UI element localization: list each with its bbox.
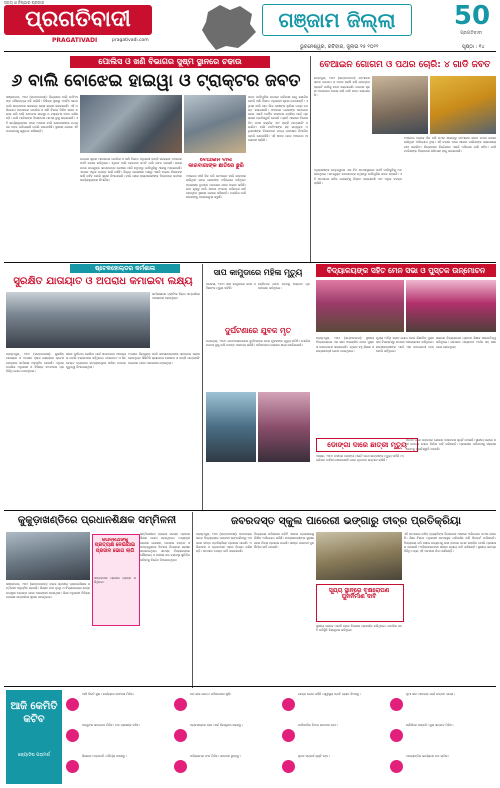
h-divider-2: [4, 510, 496, 511]
col-divider-top: [310, 56, 311, 262]
boat-headline: ଡୋଙ୍ଗା ଦାରେ ଛାତ୍ରୀ ମୃତ୍ୟୁ: [316, 438, 418, 452]
horo-cell: ପରିଶ୍ରମର ଫଳ ମିଳିବ। ସାବଧାନ ରୁହନ୍ତୁ।: [172, 752, 280, 783]
school-closure-col2: ବିଦ୍ୟାଳୟ ପରିଚାଳନା କମିଟି ଏନେଇ ପ୍ରଶାସନକୁ ଲିଖିତ ଅଭିଯୋଗ କରିଛି। ଛାତ୍ରଛାତ୍ରୀଙ୍କ ସୁରକ୍ଷା ନେଇ ଚିନ୍ତା ପ୍ରକାଶ ପାଇଛି। ଶୀଘ୍ର ପାଚେରୀ ପୁନର୍ନିର୍ମାଣ ଦାବି ହୋଇଛି।: [254, 532, 314, 549]
top-story-col4: ଜବତ ଗାଡିଗୁଡିକ ଉପରେ ଜରିମାନା ଲାଗୁ କରାଯିବ ବୋଲି ଖଣି ବିଭାଗ ଅଧିକାରୀ ସୂଚନା ଦେଇଛନ୍ତି। ଏଥିସହ ବାଲି ଘାଟ ଲିଜ ଧାରୀଙ୍କ ଭୂମିକା ମଧ୍ୟ ତଦନ୍ତ କରାଯାଉଛି। ଅଞ୍ଚଳରେ ଲୋକଙ୍କ ସହଯୋଗ ନେଇ ଏଭଳି ଅବୈଧ କାରବାର ରୋକିବା ପାଇଁ ପ୍ରଶାସନ ପ୍ରତିଶ୍ରୁତି ଦେଇଛି। ପ୍ରତି ଥାନାରେ ବିଶେଷ ଟିମ ଗଠନ କରାଯିବ ଏବଂ ରାତ୍ରି ପାଟ୍ରୋଲିଂ ବଢାଯିବ। ବାଲି ମାଫିଆଙ୍କ ସହ ସମ୍ପୃକ୍ତ ଅଧିକାରୀଙ୍କ ବିରୋଧରେ ମଧ୍ୟ ପଦକ୍ଷେପ ନିଆଯିବ ବୋଲି ଜଣାପଡିଛି। ଏହି ଖବର ପରେ ଅଞ୍ଚଳରେ ଆଲୋଚନା ଚାଲିଛି।: [248, 95, 308, 142]
workshop-side: କର୍ମଶାଳାରେ ଟ୍ରାଫିକ ନିୟମ ସମ୍ପର୍କରେ ଆଲୋଚନା ହୋଇଥିଲା।: [152, 292, 200, 301]
gemini-icon: [282, 698, 295, 711]
school-story-photo-1: [316, 280, 404, 332]
conference-col2: ସମ୍ମିଳନୀରେ ବ୍ଲକର ସମସ୍ତ ପ୍ରଧାନଶିକ୍ଷକ ଯୋଗ ଦେଇଥିଲେ। ମଧ୍ୟାହ୍ନ ଭୋଜନ ଯୋଜନା, ପୋଷାକ ବଣ୍ଟନ ଓ ପାଠ୍ୟପୁସ୍ତକ ବିତରଣ ବିଷୟରେ ସମୀକ୍ଷା କରାଯାଇଥିଲା। ସମସ୍ତ ବିଦ୍ୟାଳୟରେ ଶୌଚାଳୟ ଓ ପାନୀୟ ଜଳ ବ୍ୟବସ୍ଥା ସୁନିଶ୍ଚିତ କରିବାକୁ ନିର୍ଦ୍ଦେଶ ଦିଆଯାଇଥିଲା।: [140, 532, 190, 562]
horo-cell: ଆଜି ଦିନଟି ଶୁଭ। କାର୍ଯ୍ୟରେ ସଫଳତା ମିଳିବ।: [64, 690, 172, 721]
right-top-headline: ବେଆଇନ ଗୋଗମ ଓ ପଥର ଚୋରି: ୪ ଗାଡି ଜବତ: [319, 60, 491, 70]
scorpio-icon: [390, 729, 403, 742]
school-closure-photo: [316, 532, 402, 580]
horo-cell: ନୂତନ ସମ୍ପର୍କ ସୃଷ୍ଟି ହେବ।: [280, 752, 388, 783]
school-story-col1: ବ୍ରହ୍ମପୁର, ୨୭ା୬ (ସମ୍ବାଦଦାତା): ସ୍ଥାନୀୟ ବିଦ୍ୟାଳୟରେ ଏକ ସଭା ଆୟୋଜିତ ହୋଇ ପୁସ୍ତକ ଉନ୍ମୋଚନ କରାଯାଇଛି। ଏଥିରେ ବହୁ ଶିକ୍ଷକ ଓ ଛାତ୍ରଛାତ୍ରୀ ଯୋଗ ଦେଇଥିଲେ।: [316, 336, 374, 353]
h-divider-1: [4, 262, 496, 263]
horoscope-byline: ଜ୍ୟୋତିଷ ପରାମର୍ଶ: [18, 753, 50, 758]
masthead-divider: [4, 51, 496, 52]
top-story-photo: [80, 95, 182, 153]
election-headline: ସୂର୍ଯ୍ୟ ସ୍ଥାନରେ ବୃକ୍ଷରୋପଣ ପୁନର୍ନିର୍ମାଣ ଦାବି: [328, 588, 390, 601]
page-number: ପୃଷ୍ଠା : ୧୪: [462, 44, 485, 50]
anniversary-logo: 50: [453, 1, 491, 31]
right-top-col2: ଅଧିକାରୀଙ୍କ ନେତୃତ୍ୱରେ ଏକ ଟିମ ଘଟଣାସ୍ଥଳରେ ପହଞ୍ଚି ଗାଡିଗୁଡିକୁ ଅଟକାଇଥିଲେ। ଉପଯୁକ୍ତ କାଗଜପତ୍ର ନଥିବାରୁ ଗାଡିଗୁଡିକ ଜବତ ହୋଇଛି। ଏହି ଘଟଣାରେ ଜଡିତ ଲୋକଙ୍କୁ ଚିହ୍ନଟ କରାଯାଉଛି ଏବଂ ଅଧିକ ତଦନ୍ତ ଚାଲିଛି।: [314, 168, 402, 185]
right-top-col1: ଛତ୍ରପୁର, ୨୭ା୬ (ସମ୍ବାଦଦାତା): ବେଆଇନ ଭାବେ ଗୋଗମ ଓ ପଥର ଚୋରି କରି ନେଉଥିବା ଚାରୋଟି ଗାଡିକୁ ଜବତ କରାଯାଇଛି। ଗୋପନ ସୂଚନା ଆଧାରରେ ଚଢାଉ କରି ଗାଡି ଜବତ କରାଯାଇଛି।: [314, 76, 370, 98]
horo-cell: ନୂଆ କାମ ଆରମ୍ଭ ପାଇଁ ଉତ୍ତମ ସମୟ।: [388, 690, 496, 721]
h-divider-3: [4, 686, 496, 687]
workshop-col3: ଅପରାଧ ନିୟନ୍ତ୍ରଣ ପାଇଁ ଜନସାଧାରଣଙ୍କ ସହଯୋଗ ଲୋଡା ହୋଇଥିଲା। ସିସିଟିଭି କ୍ୟାମେରା ବସାଇବା ଓ ରାତ୍ରି ପାଟ୍ରୋଲିଂ ବଢାଇବା ନେଇ ଆଲୋଚନା ହୋଇଥିଲା।: [128, 352, 200, 365]
top-story-col3: ଅଞ୍ଚଳରେ ଦୀର୍ଘ ଦିନ ଧରି ବେଆଇନ ବାଲି କାରବାର ଚାଲିଥିବା ନେଇ ଲୋକଙ୍କ ଅଭିଯୋଗ ରହିଥିଲା। ପ୍ରଶାସନ ତୁରନ୍ତ ପଦକ୍ଷେପ ନେଇ ଚଢାଉ କରିଛି। ନଦୀ କୂଳରୁ ବାଲି ଉଠାଣ ଫଳରେ ପରିବେଶ କ୍ଷତି ହେଉଥିବା ସ୍ଥାନୀୟ ଲୋକେ କହିଛନ୍ତି। ପୋଲିସ ଗାଡି ଚାଳକଙ୍କୁ ପଚାରଉଚୁରା କରୁଛି।: [186, 174, 246, 200]
taurus-icon: [174, 698, 187, 711]
workshop-col2: ସଡକ ଦୁର୍ଘଟଣା ରୋକିବା ପାଇଁ ସଚେତନତା ଆବଶ୍ୟକ ବୋଲି ବକ୍ତାମାନେ କହିଥିଲେ। ହେଲମେଟ ଓ ସିଟବେଲ୍ଟ ବ୍ୟବହାର ବାଧ୍ୟତାମୂଳକ କରିବା ଉପରେ ଗୁରୁତ୍ୱ ଦିଆଯାଇଥିଲା।: [66, 352, 126, 369]
workshop-col1: ବ୍ରହ୍ମପୁର, ୨୭ା୬ (ସମ୍ବାଦଦାତା): ସୁରକ୍ଷିତ ଯାତାୟାତ ଓ ଅପରାଧ ହ୍ରାସ ଲକ୍ଷ୍ୟରେ ଷ୍ଟେକହୋଲ୍ଡର କର୍ମଶାଳା ଅନୁଷ୍ଠିତ ହୋଇଛି। ଏଥିରେ ପୋଲିସ ଅଧିକାରୀ ଓ ବିଭିନ୍ନ ସଂଗଠନର ପ୍ରତିନିଧି ଯୋଗ ଦେଇଥିଲେ।: [6, 352, 64, 374]
school-closure-col4: ଏହି ଘଟଣାରେ ଜଡିତ ବ୍ୟକ୍ତିଙ୍କ ବିରୋଧରେ ଥାନାରେ ଅଭିଯୋଗ ଦାଏର ହୋଇଛି। ଶିକ୍ଷା ବିଭାଗ ଅଧିକାରୀ ଘଟଣାସ୍ଥଳ ପରିଦର୍ଶନ କରି ରିପୋର୍ଟ ମାଗିଛନ୍ତି। ବିଦ୍ୟାଳୟ ଜମି ଦଖଲ ଉଦ୍ୟମକୁ କଡା ହାତରେ ଦମନ କରାଯିବ ବୋଲି ପ୍ରଶାସନ ଜଣାଇଛି। ଅଭିଭାବକମାନେ ଶୀଘ୍ର ନ୍ୟାୟ ଦାବି କରିଛନ୍ତି। ସ୍ଥାନୀୟ ଜନପ୍ରତିନିଧି ମଧ୍ୟ ଏହି ଘଟଣାର ନିନ୍ଦା କରିଛନ୍ତି।: [404, 532, 496, 554]
school-story-col3: ସଭାରେ ବିଦ୍ୟାଳୟର ପ୍ରଧାନ ଶିକ୍ଷକ ସଭାପତିତ୍ୱ କରିଥିଲେ। ଶେଷରେ ଧନ୍ୟବାଦ ଅର୍ପଣ ସହ ସଭା ଶେଷ ହୋଇଥିଲା।: [436, 336, 496, 349]
libra-icon: [282, 729, 295, 742]
snake-col2: ହସ୍ପିଟାଲ ନେବା ବେଳକୁ ଡାକ୍ତର ମୃତ ଘୋଷଣା କରିଥିଲେ।: [258, 282, 310, 291]
top-story-truck-photo: [184, 95, 246, 153]
conference-col1: ଭଞ୍ଜନଗର, ୨୭ା୬ (ସମ୍ବାଦଦାତା): ବ୍ଲକ ସ୍ତରୀୟ ପ୍ରଧାନଶିକ୍ଷକ ସମ୍ମିଳନୀ ଅନୁଷ୍ଠିତ ହୋଇଛି। ଶିକ୍ଷାର ମାନ ବୃଦ୍ଧି ଓ ବିଦ୍ୟାଳୟରେ ଛାତ୍ର ଉପସ୍ଥାନ ବଢାଇବା ନେଇ ଆଲୋଚନା ହୋଇଥିଲା। ଶିକ୍ଷା ଅଧିକାରୀ ବିଭିନ୍ନ ଯୋଜନା ସମ୍ପର୍କରେ ସୂଚନା ଦେଇଥିଲେ।: [6, 582, 90, 599]
top-story-col1: ଭଞ୍ଜନଗର, ୨୭ା୬ (ସମ୍ବାଦଦାତା): ଜିଲ୍ଲାରେ ବାଲି ମାଫିଆଙ୍କ ଦୌରାତ୍ମ୍ୟ ବଢି ଚାଲିଛି। ବିଭିନ୍ନ ସ୍ଥାନରୁ ଅବୈଧ ଭାବେ ବାଲି ଉତ୍ତୋଳନ କରାଯାଇ ଚୋରା ଚାଲାଣ କରାଯାଉଛି। ଏହି ଅଭିଯୋଗ ଆଧାରରେ ପୋଲିସ ଓ ଖଣି ବିଭାଗ ମିଳିତ ଭାବେ ଚଢାଉ କରି ବାଲି ବୋଝେଇ ହାଇୱା ଓ ଟ୍ରାକ୍ଟର ଜବତ କରିଛନ୍ତି। ଗାଡି ମାଲିକଙ୍କ ବିରୋଧରେ ମାମଲା ରୁଜୁ କରାଯାଇଛି। ଏହି କାର୍ଯ୍ୟାନୁଷ୍ଠାନ ପରେ ଅଞ୍ଚଳର ବାଲି କାରବାରୀଙ୍କ ମଧ୍ୟରେ ଚହଳ ପଡିଯାଇଛି ବୋଲି ଜଣାପଡିଛି। ସ୍ଥାନୀୟ ଲୋକେ ଏହି ପଦକ୍ଷେପକୁ ସ୍ୱାଗତ କରିଛନ୍ତି।: [6, 95, 78, 134]
conference-photo: [6, 532, 90, 580]
horoscope-grid: [64, 690, 496, 784]
top-story-subhead: ବେଆଇନ ବାଲି କାରବାରୀଙ୍କ ଛାତିରେ ଛୁରି: [188, 158, 244, 169]
right-top-group-photo: [372, 76, 428, 134]
drive-photo-1: [206, 392, 256, 462]
school-closure-col3: ସ୍ଥାନୀୟ ଲୋକେ ଏକାଠି ହୋଇ ବିକ୍ଷୋଭ ପ୍ରଦର୍ଶନ କରିଥିଲେ। ପୋଲିସ ପହଞ୍ଚି ପରିସ୍ଥିତି ନିୟନ୍ତ୍ରଣ କରିଥିଲା।: [316, 624, 402, 633]
horo-cell: ପାରିବାରିକ ବିବାଦ ସମାଧାନ ହେବ।: [280, 721, 388, 752]
top-story-headline: ୬ ବାଲି ବୋଝେଇ ହାଇୱା ଓ ଟ୍ରାକ୍ଟର ଜବତ: [11, 71, 301, 91]
dateline: ଭୁବନେଶ୍ୱର, ରବିବାର, ଜୁଲାଇ ୧୫ ୨୦୨୨: [300, 44, 379, 50]
horo-cell: ଯାତ୍ରା ଯୋଗ ରହିଛି। ସ୍ୱାସ୍ଥ୍ୟ ପ୍ରତି ଧ୍ୟାନ ଦିଅନ୍ତୁ।: [280, 690, 388, 721]
top-story-col2: ଗୋପନ ସୂଚନା ଆଧାରରେ ପୋଲିସ ଓ ଖଣି ବିଭାଗ ଅଧିକାରୀ ରାତ୍ରି ସମୟରେ ଅଞ୍ଚଳରେ ପହଞ୍ଚି ଚଢାଉ କରିଥିଲେ। ଏଥିରେ ବାଲି ବୋଝେଇ ଛଅଟି ଗାଡି ଜବତ ହୋଇଛି। ଚାଳକମାନେ ଉପଯୁକ୍ତ କାଗଜପତ୍ର ଦେଖାଇ ପାରି ନଥିବାରୁ ଗାଡିଗୁଡିକୁ ଥାନାକୁ ଅଣାଯାଇଛି। ଏନେଇ ଅଧିକ ତଦନ୍ତ ଜାରି ରହିଛି। ଜିଲ୍ଲା ପ୍ରଶାସନ ପକ୍ଷରୁ ଏଭଳି ଚଢାଉ ନିରନ୍ତର ଜାରି ରହିବ ବୋଲି ସୂଚନା ଦିଆଯାଇଛି। ବାଲି ଚୋରା ଚାଲାଣକାରୀଙ୍କ ବିରୋଧରେ କଠୋର କାର୍ଯ୍ୟାନୁଷ୍ଠାନ ନିଆଯିବ।: [80, 157, 182, 183]
boat-col2: ଘଟଣା ପରେ ଗ୍ରାମରେ ଶୋକର ବାତାବରଣ ସୃଷ୍ଟି ହୋଇଛି। ସ୍ଥାନୀୟ ଲୋକେ ନଦୀ ଉପରେ ପୋଲ ନିର୍ମାଣ ଦାବି କରିଛନ୍ତି। ପ୍ରଶାସନ ପରିବାରକୁ ସହାୟତା ଦେବାକୁ ପ୍ରତିଶ୍ରୁତି ଦେଇଛି।: [406, 438, 496, 451]
horo-cell: ବନ୍ଧୁଙ୍କ ସହଯୋଗ ମିଳିବ। ମନ ପ୍ରସନ୍ନ ରହିବ।: [64, 721, 172, 752]
drive-headline: ଦୁର୍ଘଟଣାରେ ଯୁବକ ମୃତ: [225, 326, 291, 335]
school-story-photo-2: [406, 280, 496, 332]
right-top-truck-photo: [430, 76, 496, 134]
horoscope-title: ଆଜି କେମିତି କଟିବ: [10, 701, 58, 725]
drive-photo-2: [258, 392, 310, 462]
brand-latin: PRAGATIVADI: [52, 37, 98, 44]
school-story-banner: ବିଦ୍ୟାଳୟଙ୍କ ସହିତ ମେନ ସଭା ଓ ପୁସ୍ତକ ଉନ୍ମୋଚନ: [316, 264, 496, 277]
cancer-icon: [390, 698, 403, 711]
boat-col1: ଆସ୍କା, ୨୭ା୬: ନଦୀରେ ଡୋଙ୍ଗା ଓଲଟି ଜଣେ ଛାତ୍ରୀଙ୍କ ମୃତ୍ୟୁ ଘଟିଛି। ଅଗ୍ନିଶମ ବାହିନୀ ଖୋଜାଖୋଜି ପରେ ମୃତଦେହ ଉଦ୍ଧାର କରିଛି।: [316, 454, 404, 463]
workshop-headline: ସୁରକ୍ଷିତ ଯାତାୟାତ ଓ ଅପରାଧ କମାଇବା ଲକ୍ଷ୍ୟ: [13, 276, 193, 287]
pisces-icon: [390, 760, 403, 773]
leo-icon: [66, 729, 79, 742]
drive-col1: ଗୋଳନ୍ଥରା, ୨୭ା୬: ମୋଟରସାଇକେଲ ଦୁର୍ଘଟଣାରେ ଜଣେ ଯୁବକଙ୍କ ମୃତ୍ୟୁ ଘଟିଛି। ପୋଲିସ ମାମଲା ରୁଜୁ କରି ତଦନ୍ତ ଆରମ୍ଭ କରିଛି। ପରିବାରରେ ଶୋକର ଛାୟା ଖେଳିଯାଇଛି।: [206, 339, 310, 348]
sagittarius-icon: [66, 760, 79, 773]
conference-headline: କୁକୁଡ଼ାଖଣ୍ଡିରେ ପ୍ରଧାନଶିକ୍ଷକ ସମ୍ମିଳନୀ: [17, 515, 177, 526]
section-title-text: ଗଞ୍ଜାମ ଜିଲ୍ଲା: [278, 8, 396, 32]
capricorn-icon: [174, 760, 187, 773]
ganjam-map-icon: [200, 2, 258, 52]
brand-tagline: ସତ୍ୟ ଓ ନିଷ୍ଠାର ପ୍ରତୀକ: [4, 0, 45, 5]
col-divider-bottom: [192, 512, 193, 688]
website: pragativadi.com: [112, 38, 149, 43]
aries-icon: [66, 698, 79, 711]
horo-cell: ଶିକ୍ଷାରେ ଅଗ୍ରଗତି। ଧୈର୍ଯ୍ୟ ରଖନ୍ତୁ।: [64, 752, 172, 783]
workshop-photo: [6, 292, 150, 348]
school-closure-headline: ଜବରଦସ୍ତ ସ୍କୁଲ ପାରେରୀ ଭଙ୍ଗାରୁ ତୀବ୍ର ପ୍ରତିକ୍ରିୟା: [230, 515, 461, 527]
horo-cell: ଧନ ଲାଭ ଯୋଗ। ପରିବାରରେ ଖୁସି।: [172, 690, 280, 721]
anniversary-caption: ପ୍ରଗତିବାଦୀ: [460, 31, 482, 36]
workshop-kicker: ଷ୍ଟେକହୋଲ୍ଡର କର୍ମଶାଳା: [70, 264, 180, 273]
virgo-icon: [174, 729, 187, 742]
brand-name: ପ୍ରଗତିବାଦୀ: [25, 7, 131, 32]
masthead: [0, 0, 500, 56]
top-story-kicker: ପୋଲିସ ଓ ଖଣି ବିଭାଗର ସୁଷ୍ମ ସ୍ଥାନରେ ଚଢାଉ: [70, 56, 270, 68]
snake-col1: କୋଦଳା, ୨୭ା୬: ସାପ କାମୁଡାରେ ଜଣେ ମହିଳାଙ୍କ ମୃତ୍ୟୁ ଘଟିଛି।: [206, 282, 256, 291]
sidebar-pink-headline: ଜଗନ୍ନାଥଙ୍କୁ ପ୍ରତ୍ୟକ୍ଷ ନେଇଯାଇ ପ୍ରସାଦ ଭୋଗ ଲାଗି: [94, 538, 136, 554]
horo-cell: ବ୍ୟବସାୟରେ ଲାଭ। ଖର୍ଚ୍ଚ ନିୟନ୍ତ୍ରଣ କରନ୍ତୁ।: [172, 721, 280, 752]
col-divider-mid: [202, 264, 203, 510]
school-closure-col1: ବ୍ରହ୍ମପୁର, ୨୭ା୬ (ସମ୍ବାଦଦାତା): ଜବରଦସ୍ତ ଭାବେ ବିଦ୍ୟାଳୟର ପାଚେରୀ ଭଙ୍ଗାଯିବାରୁ ଅଞ୍ଚଳରେ ତୀବ୍ର ପ୍ରତିକ୍ରିୟା ପ୍ରକାଶ ପାଇଛି। ଅଭିଭାବକ ଓ ଗ୍ରାମବାସୀ ଏହାର ବିରୋଧ କରିଛନ୍ତି। ଘଟଣାର ତଦନ୍ତ ଦାବି କରାଯାଇଛି।: [196, 532, 252, 554]
snake-headline: ସାପ କାମୁଡାରେ ମହିଳା ମୃତ୍ୟୁ: [213, 268, 303, 277]
horo-cell: ଚାକିରିରେ ଉନ୍ନତି। ଶୁଭ ସମ୍ବାଦ ମିଳିବ।: [388, 721, 496, 752]
sidebar-pink-body: ଭକ୍ତମାନେ ପ୍ରସାଦ ଗ୍ରହଣ କରିଥିଲେ।: [94, 576, 136, 585]
school-story-col2: ମୁଖ୍ୟ ଅତିଥି ଭାବେ ଯୋଗ ଦେଇ ଶିକ୍ଷାବିତ୍ ପୁସ୍ତକର ବିଷୟବସ୍ତୁ ଉପରେ ଆଲୋକପାତ କରିଥିଲେ। ଛାତ୍ରଛାତ୍ରୀଙ୍କ ପାଇଁ ଏହା ଉପଯୋଗୀ ହେବ ବୋଲି କହିଥିଲେ।: [376, 336, 434, 353]
right-top-col3: ଅଞ୍ଚଳରେ ଅନେକ ଦିନ ଧରି ପଥର ଖାଦାନରୁ ବେଆଇନ ଭାବେ ପଥର ଉଠାଣ ଚାଲିଥିବା ଅଭିଯୋଗ ଥିଲା। ଏହି ଚଢାଉ ପରେ ଖାଦାନ ମାଲିକଙ୍କ ଲାଇସେନ୍ସ ଯାଞ୍ଚ କରାଯିବ। ଜିଲ୍ଲାପାଳ ନିର୍ଦ୍ଦେଶରେ ଏଭଳି ଅଭିଯାନ ଜାରି ରହିବ। ଗାଡି ମାଲିକଙ୍କ ବିରୋଧରେ ଜରିମାନା ଲାଗୁ କରାଯାଇଛି।: [404, 136, 496, 153]
aquarius-icon: [282, 760, 295, 773]
horo-cell: ଆଧ୍ୟାତ୍ମିକ କାର୍ଯ୍ୟରେ ମନ ଲାଗିବ।: [388, 752, 496, 783]
